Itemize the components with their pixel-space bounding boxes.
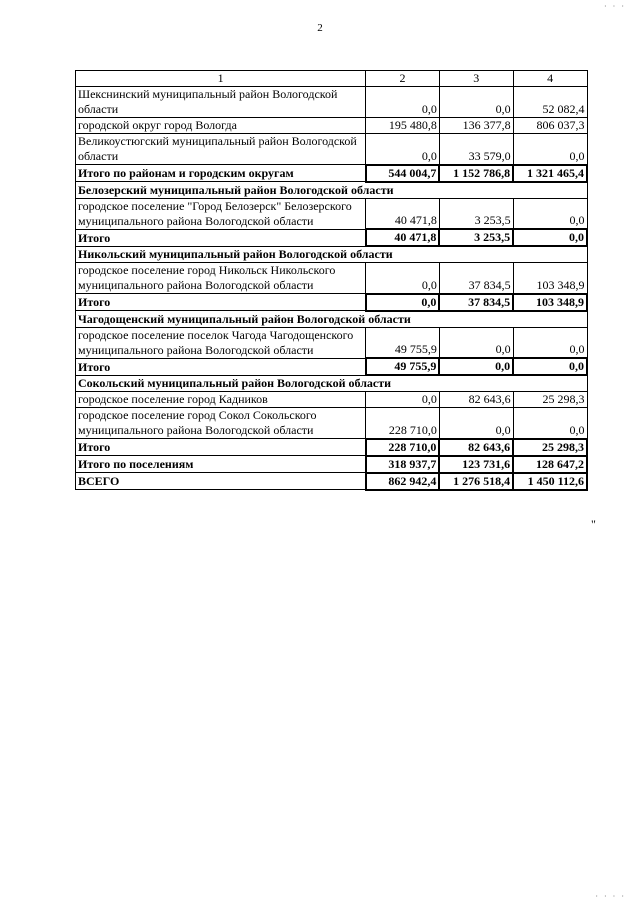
table-row [76, 134, 588, 165]
value-col-3: 1 152 786,8 [439, 165, 513, 182]
value-col-3: 82 643,6 [439, 439, 513, 456]
value-col-3: 136 377,8 [439, 118, 513, 134]
value-col-4: 103 348,9 [513, 294, 587, 311]
table-row [76, 263, 588, 294]
table-row [76, 392, 588, 408]
value-col-4: 0,0 [513, 134, 587, 165]
value-col-2: 0,0 [366, 87, 440, 118]
corner-mark-top: · · · [604, 2, 626, 11]
value-col-2: 544 004,7 [366, 165, 440, 182]
row-name-cell: городское поселение поселок Чагода Чагодощенского муниципального района Вологодской области [76, 327, 366, 358]
budget-table [75, 70, 588, 491]
value-col-3: 37 834,5 [439, 263, 513, 294]
row-name-cell: городской округ город Вологда [76, 118, 366, 134]
value-col-4: 52 082,4 [513, 87, 587, 118]
table-row [76, 87, 588, 118]
row-name-cell: ВСЕГО [76, 473, 366, 490]
table-row [76, 408, 588, 439]
row-name-cell: Великоустюгский муниципальный район Вологодской области [76, 134, 366, 165]
row-name-cell: городское поселение город Никольск Никольского муниципального района Вологодской области [76, 263, 366, 294]
total-row [76, 294, 588, 311]
value-col-3: 123 731,6 [439, 456, 513, 473]
value-col-3: 82 643,6 [439, 392, 513, 408]
section-title: Сокольский муниципальный район Вологодской области [76, 375, 588, 392]
row-name-cell: городское поселение город Сокол Сокольского муниципального района Вологодской области [76, 408, 366, 439]
table-header-row [76, 71, 588, 87]
value-col-2: 318 937,7 [366, 456, 440, 473]
value-col-4: 0,0 [513, 198, 587, 229]
value-col-2: 0,0 [366, 294, 440, 311]
row-name-cell: Итого [76, 358, 366, 375]
total-row [76, 358, 588, 375]
value-col-4: 806 037,3 [513, 118, 587, 134]
total-row [76, 439, 588, 456]
value-col-3: 1 276 518,4 [439, 473, 513, 490]
value-col-4: 0,0 [513, 408, 587, 439]
value-col-2: 0,0 [366, 392, 440, 408]
value-col-2: 195 480,8 [366, 118, 440, 134]
value-col-2: 228 710,0 [366, 439, 440, 456]
value-col-4: 25 298,3 [513, 392, 587, 408]
value-col-3: 0,0 [439, 408, 513, 439]
value-col-4: 103 348,9 [513, 263, 587, 294]
row-name-cell: Итого [76, 294, 366, 311]
value-col-4: 25 298,3 [513, 439, 587, 456]
value-col-3: 37 834,5 [439, 294, 513, 311]
table-row [76, 118, 588, 134]
row-name-cell: Итого по поселениям [76, 456, 366, 473]
header-col-4: 4 [513, 71, 587, 87]
row-name-cell: городское поселение "Город Белозерск" Белозерского муниципального района Вологодской области [76, 198, 366, 229]
total-row [76, 165, 588, 182]
section-header-row [76, 246, 588, 263]
section-header-row [76, 311, 588, 328]
page-number: 2 [317, 22, 323, 34]
table-body [76, 71, 588, 490]
value-col-2: 228 710,0 [366, 408, 440, 439]
closing-quote: " [591, 517, 596, 531]
row-name-cell: Итого [76, 229, 366, 246]
header-col-3: 3 [439, 71, 513, 87]
row-name-cell: городское поселение город Кадников [76, 392, 366, 408]
row-name-cell: Итого по районам и городским округам [76, 165, 366, 182]
total-row [76, 229, 588, 246]
value-col-2: 0,0 [366, 134, 440, 165]
section-header-row [76, 182, 588, 199]
total-row [76, 456, 588, 473]
value-col-3: 0,0 [439, 327, 513, 358]
value-col-4: 1 450 112,6 [513, 473, 587, 490]
header-col-2: 2 [366, 71, 440, 87]
value-col-4: 0,0 [513, 327, 587, 358]
value-col-4: 1 321 465,4 [513, 165, 587, 182]
section-title: Никольский муниципальный район Вологодской области [76, 246, 588, 263]
corner-mark-bottom: · · · · [595, 892, 626, 901]
total-row [76, 473, 588, 490]
value-col-2: 40 471,8 [366, 198, 440, 229]
value-col-3: 3 253,5 [439, 229, 513, 246]
row-name-cell: Итого [76, 439, 366, 456]
value-col-2: 49 755,9 [366, 358, 440, 375]
value-col-4: 0,0 [513, 229, 587, 246]
value-col-4: 0,0 [513, 358, 587, 375]
value-col-3: 0,0 [439, 87, 513, 118]
value-col-2: 49 755,9 [366, 327, 440, 358]
table-row [76, 327, 588, 358]
value-col-4: 128 647,2 [513, 456, 587, 473]
section-title: Белозерский муниципальный район Вологодской области [76, 182, 588, 199]
header-col-1: 1 [76, 71, 366, 87]
value-col-3: 0,0 [439, 358, 513, 375]
table-row [76, 198, 588, 229]
value-col-2: 0,0 [366, 263, 440, 294]
value-col-3: 3 253,5 [439, 198, 513, 229]
value-col-2: 40 471,8 [366, 229, 440, 246]
value-col-3: 33 579,0 [439, 134, 513, 165]
section-title: Чагодощенский муниципальный район Вологодской области [76, 311, 588, 328]
row-name-cell: Шекснинский муниципальный район Вологодской области [76, 87, 366, 118]
section-header-row [76, 375, 588, 392]
value-col-2: 862 942,4 [366, 473, 440, 490]
